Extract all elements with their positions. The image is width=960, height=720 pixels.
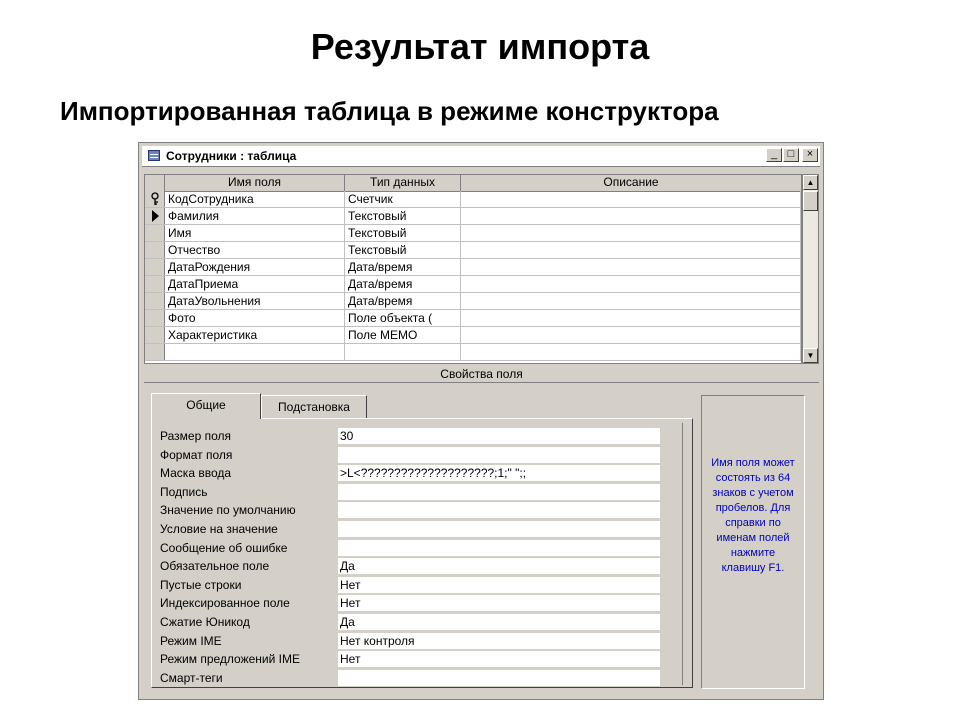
property-label: Подпись	[160, 484, 208, 499]
data-type-cell[interactable]: Текстовый	[345, 225, 461, 241]
key-icon	[148, 192, 162, 206]
data-type-cell[interactable]: Поле MEMO	[345, 327, 461, 343]
table-row[interactable]	[145, 327, 801, 344]
property-row	[160, 520, 660, 538]
property-row	[160, 613, 660, 631]
property-value-field[interactable]: >L<????????????????????;1;" ";;	[338, 465, 660, 481]
property-label: Сжатие Юникод	[160, 615, 250, 629]
data-type-cell[interactable]: Счетчик	[345, 191, 461, 207]
field-name-cell[interactable]: КодСотрудника	[165, 191, 345, 207]
properties-scrollbar[interactable]	[682, 423, 691, 685]
data-type-cell[interactable]: Текстовый	[345, 208, 461, 224]
property-row	[160, 483, 660, 501]
property-row	[160, 501, 660, 519]
property-label: Маска ввода	[160, 466, 232, 481]
tab-lookup[interactable]: Подстановка	[261, 395, 367, 419]
row-selector[interactable]	[145, 276, 165, 292]
property-row	[160, 650, 660, 668]
field-name-cell[interactable]: Имя	[165, 225, 345, 241]
data-type-cell[interactable]: Дата/время	[345, 259, 461, 275]
field-grid	[144, 174, 802, 364]
slide-subtitle: Импортированная таблица в режиме конструктора	[60, 96, 719, 126]
row-selector[interactable]	[145, 327, 165, 343]
table-design-window	[138, 142, 824, 700]
row-selector[interactable]	[145, 344, 165, 360]
data-type-cell[interactable]	[345, 344, 461, 360]
property-row	[160, 669, 660, 687]
property-label: Значение по умолчанию	[160, 503, 296, 518]
scroll-down-arrow-icon[interactable]: ▼	[803, 348, 818, 363]
property-value-field[interactable]: Нет контроля	[338, 633, 660, 649]
property-label: Смарт-теги	[160, 670, 223, 685]
window-title: Сотрудники : таблица	[166, 149, 297, 163]
data-type-cell[interactable]: Дата/время	[345, 293, 461, 309]
property-value-field[interactable]: Да	[338, 558, 660, 574]
description-cell[interactable]	[461, 191, 801, 207]
property-row	[160, 427, 660, 445]
property-value-field[interactable]: 30	[338, 428, 660, 444]
grid-vertical-scrollbar[interactable]	[802, 174, 819, 364]
table-row[interactable]	[145, 310, 801, 327]
property-value-field[interactable]: Нет	[338, 577, 660, 593]
maximize-button[interactable]: □	[783, 148, 799, 162]
description-cell[interactable]	[461, 344, 801, 360]
row-selector[interactable]	[145, 191, 165, 207]
description-cell[interactable]	[461, 293, 801, 309]
column-header-description[interactable]: Описание	[603, 175, 659, 189]
property-value-field[interactable]	[338, 521, 660, 537]
field-name-cell[interactable]: ДатаУвольнения	[165, 293, 345, 309]
row-selector[interactable]	[145, 259, 165, 275]
field-name-cell[interactable]: Фамилия	[165, 208, 345, 224]
window-titlebar[interactable]	[142, 146, 820, 167]
property-row	[160, 632, 660, 650]
property-label: Пустые строки	[160, 577, 242, 592]
data-type-cell[interactable]: Текстовый	[345, 242, 461, 258]
description-cell[interactable]	[461, 327, 801, 343]
help-hint: Имя поля может состоять из 64 знаков с учетом пробелов. Для справки по именам полей нажмите клавишу F1.	[701, 395, 805, 689]
field-name-cell[interactable]: Отчество	[165, 242, 345, 258]
row-selector[interactable]	[145, 310, 165, 326]
data-type-cell[interactable]: Дата/время	[345, 276, 461, 292]
minimize-button[interactable]: _	[766, 148, 782, 162]
close-button[interactable]: ×	[802, 148, 818, 162]
property-value-field[interactable]	[338, 447, 660, 463]
description-cell[interactable]	[461, 242, 801, 258]
field-name-cell[interactable]: ДатаПриема	[165, 276, 345, 292]
row-selector[interactable]	[145, 242, 165, 258]
row-selector[interactable]	[145, 225, 165, 241]
column-header-field-name[interactable]: Имя поля	[165, 175, 345, 191]
table-row[interactable]	[145, 191, 801, 208]
description-cell[interactable]	[461, 225, 801, 241]
table-icon	[148, 150, 160, 161]
field-name-cell[interactable]: ДатаРождения	[165, 259, 345, 275]
table-row[interactable]	[145, 293, 801, 310]
scroll-up-arrow-icon[interactable]: ▲	[803, 175, 818, 190]
property-value-field[interactable]	[338, 670, 660, 686]
table-row[interactable]	[145, 242, 801, 259]
field-properties-header: Свойства поля	[144, 366, 819, 383]
property-value-field[interactable]: Нет	[338, 651, 660, 667]
field-name-cell[interactable]: Фото	[165, 310, 345, 326]
description-cell[interactable]	[461, 208, 801, 224]
field-name-cell[interactable]	[165, 344, 345, 360]
grid-corner	[145, 175, 165, 191]
property-label: Размер поля	[160, 429, 231, 443]
table-row[interactable]	[145, 225, 801, 242]
field-properties-panel	[151, 418, 693, 688]
property-label: Условие на значение	[160, 522, 278, 536]
property-row	[160, 594, 660, 612]
property-value-field[interactable]: Да	[338, 614, 660, 630]
property-row	[160, 557, 660, 575]
field-name-cell[interactable]: Характеристика	[165, 327, 345, 343]
description-cell[interactable]	[461, 310, 801, 326]
data-type-cell[interactable]: Поле объекта (	[345, 310, 461, 326]
property-value-field[interactable]: Нет	[338, 595, 660, 611]
column-header-data-type[interactable]: Тип данных	[345, 175, 461, 191]
property-value-field[interactable]	[338, 502, 660, 518]
property-value-field[interactable]	[338, 540, 660, 556]
property-row	[160, 446, 660, 464]
slide-title: Результат импорта	[310, 26, 650, 67]
current-row-icon	[150, 209, 162, 223]
property-label: Сообщение об ошибке	[160, 540, 288, 555]
property-value-field[interactable]	[338, 484, 660, 500]
grid-header	[145, 175, 801, 192]
table-row[interactable]	[145, 259, 801, 276]
property-row	[160, 576, 660, 594]
property-row	[160, 539, 660, 557]
table-row[interactable]	[145, 208, 801, 225]
scroll-thumb[interactable]	[803, 191, 818, 211]
table-row[interactable]	[145, 276, 801, 293]
table-row[interactable]	[145, 344, 801, 361]
description-cell[interactable]	[461, 259, 801, 275]
property-label: Индексированное поле	[160, 596, 290, 611]
property-label: Режим предложений IME	[160, 652, 300, 667]
row-selector[interactable]	[145, 293, 165, 309]
tab-general[interactable]: Общие	[151, 393, 261, 419]
row-selector[interactable]	[145, 208, 165, 224]
property-label: Режим IME	[160, 633, 222, 648]
property-row	[160, 464, 660, 482]
property-label: Формат поля	[160, 447, 233, 462]
property-label: Обязательное поле	[160, 559, 270, 574]
description-cell[interactable]	[461, 276, 801, 292]
